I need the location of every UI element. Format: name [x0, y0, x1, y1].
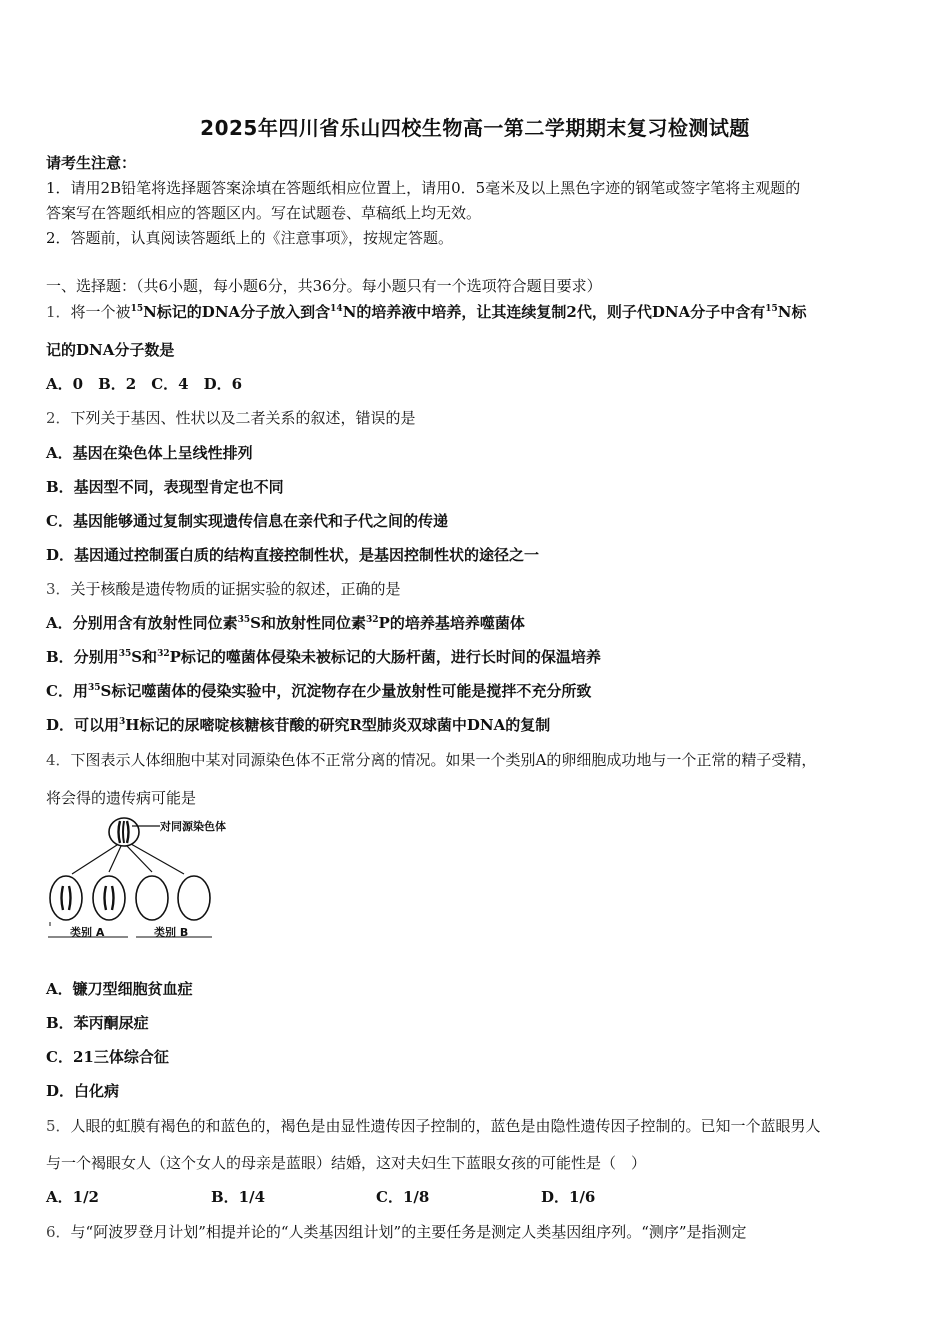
question-number: 4．	[46, 751, 71, 769]
isotope-superscript: 3	[119, 717, 126, 727]
option-text: B．分别用	[46, 648, 119, 666]
isotope-superscript: 32	[366, 615, 379, 625]
question-number: 2．	[46, 409, 71, 427]
question-text: N标	[777, 303, 807, 321]
question-number: 3．	[46, 580, 71, 598]
question-4-option-a: A．镰刀型细胞贫血症	[46, 980, 193, 998]
question-number: 5．	[46, 1117, 71, 1135]
chromosome-mark	[105, 886, 107, 910]
question-number: 6．	[46, 1223, 71, 1241]
question-3-option-a	[46, 612, 525, 633]
isotope-superscript: 35	[118, 649, 132, 659]
question-3-option-b	[46, 646, 601, 667]
option-text: A．分别用含有放射性同位素	[46, 614, 238, 632]
daughter-cell-a2	[93, 876, 125, 920]
question-2-option-d: D．基因通过控制蛋白质的结构直接控制性状，是基因控制性状的途径之一	[46, 546, 540, 564]
option-text: P的培养基培养噬菌体	[378, 614, 525, 632]
question-3-option-d	[46, 714, 550, 735]
notice-heading: 请考生注意：	[46, 154, 137, 172]
isotope-superscript: 14	[330, 304, 343, 314]
isotope-superscript: 15	[130, 304, 144, 314]
question-1-options: A．0 B．2 C．4 D．6	[46, 375, 243, 393]
branch-line	[109, 846, 121, 872]
question-3-stem	[46, 578, 401, 599]
chromosome-mark	[62, 886, 64, 910]
section-heading: 一、选择题：（共6小题，每小题6分，共36分。每小题只有一个选项符合题目要求）	[46, 277, 602, 295]
daughter-cell-b2	[178, 876, 210, 920]
page-title: 2025年四川省乐山四校生物高一第二学期期末复习检测试题	[200, 116, 750, 140]
question-text: 关于核酸是遗传物质的证据实验的叙述，正确的是	[70, 580, 401, 598]
daughter-cell-a1	[50, 876, 82, 920]
option-text: S和	[131, 648, 158, 666]
isotope-superscript: 15	[765, 304, 778, 314]
option-text: S标记噬菌体的侵染实验中，沉淀物存在少量放射性可能是搅拌不充分所致	[100, 682, 592, 700]
question-2-option-a: A．基因在染色体上呈线性排列	[46, 444, 253, 462]
figure-label-category-a: 类别 A	[70, 926, 105, 939]
question-text: N标记的DNA分子放入到含	[143, 303, 331, 321]
isotope-superscript: 35	[237, 615, 251, 625]
question-5-line-1	[46, 1115, 821, 1136]
chromosome-mark	[123, 821, 124, 843]
branch-line	[127, 846, 152, 872]
notice-item-1-line-1: 1．请用2B铅笔将选择题答案涂填在答题纸相应位置上，请用0．5毫米及以上黑色字迹的钢笔或签字笔将主观题的	[46, 179, 801, 197]
chromosome-mark	[119, 821, 121, 843]
question-text: N的培养液中培养，让其连续复制2代，则子代DNA分子中含有	[342, 303, 766, 321]
question-1-line-2: 记的DNA分子数是	[46, 341, 175, 359]
chromosome-mark	[127, 821, 129, 843]
question-2-option-c: C．基因能够通过复制实现遗传信息在亲代和子代之间的传递	[46, 512, 448, 530]
question-text: 人眼的虹膜有褐色的和蓝色的，褐色是由显性遗传因子控制的，蓝色是由隐性遗传因子控制的。已知一个蓝眼男人	[70, 1117, 821, 1135]
question-text: 与“阿波罗登月计划”相提并论的“人类基因组计划”的主要任务是测定人类基因组序列。“测序”是指测定	[70, 1223, 747, 1241]
question-1-line-1	[46, 301, 806, 322]
option-text: D．可以用	[46, 716, 120, 734]
option-text: H标记的尿嘧啶核糖核苷酸的研究R型肺炎双球菌中DNA的复制	[125, 716, 551, 734]
question-5-option-b: B．1/4	[211, 1188, 266, 1206]
question-text: 下列关于基因、性状以及二者关系的叙述，错误的是	[70, 409, 416, 427]
notice-item-2: 2．答题前，认真阅读答题纸上的《注意事项》，按规定答题。	[46, 229, 454, 247]
chromosome-mark	[69, 886, 71, 910]
question-number: 1．	[46, 303, 71, 321]
question-5-option-a: A．1/2	[46, 1188, 99, 1206]
question-4-option-d: D．白化病	[46, 1082, 120, 1100]
question-2-option-b: B．基因型不同，表现型肯定也不同	[46, 478, 284, 496]
daughter-cell-b1	[136, 876, 168, 920]
isotope-superscript: 35	[87, 683, 101, 693]
question-text: 将一个被	[70, 303, 131, 321]
option-text: P标记的噬菌体侵染未被标记的大肠杆菌，进行长时间的保温培养	[169, 648, 601, 666]
question-5-option-d: D．1/6	[541, 1188, 596, 1206]
option-text: C．用	[46, 682, 88, 700]
question-2-stem	[46, 407, 416, 428]
notice-item-1-line-2: 答案写在答题纸相应的答题区内。写在试题卷、草稿纸上均无效。	[46, 204, 482, 222]
chromosome-separation-figure	[44, 812, 244, 942]
question-4-line-2: 将会得的遗传病可能是	[46, 789, 197, 807]
option-text: S和放射性同位素	[250, 614, 367, 632]
figure-label-homologous: 对同源染色体	[160, 820, 226, 833]
question-5-option-c: C．1/8	[376, 1188, 430, 1206]
figure-label-category-b: 类别 B	[154, 926, 189, 939]
question-4-option-c: C．21三体综合征	[46, 1048, 169, 1066]
isotope-superscript: 32	[157, 649, 170, 659]
question-5-line-2: 与一个褐眼女人（这个女人的母亲是蓝眼）结婚，这对夫妇生下蓝眼女孩的可能性是（ ）	[46, 1154, 647, 1172]
question-3-option-c	[46, 680, 591, 701]
question-6-line-1	[46, 1221, 747, 1242]
question-text: 下图表示人体细胞中某对同源染色体不正常分离的情况。如果一个类别A的卵细胞成功地与一个正常的精子受精，	[70, 751, 817, 769]
question-4-line-1	[46, 749, 816, 770]
chromosome-mark	[112, 886, 114, 910]
question-4-option-b: B．苯丙酮尿症	[46, 1014, 149, 1032]
